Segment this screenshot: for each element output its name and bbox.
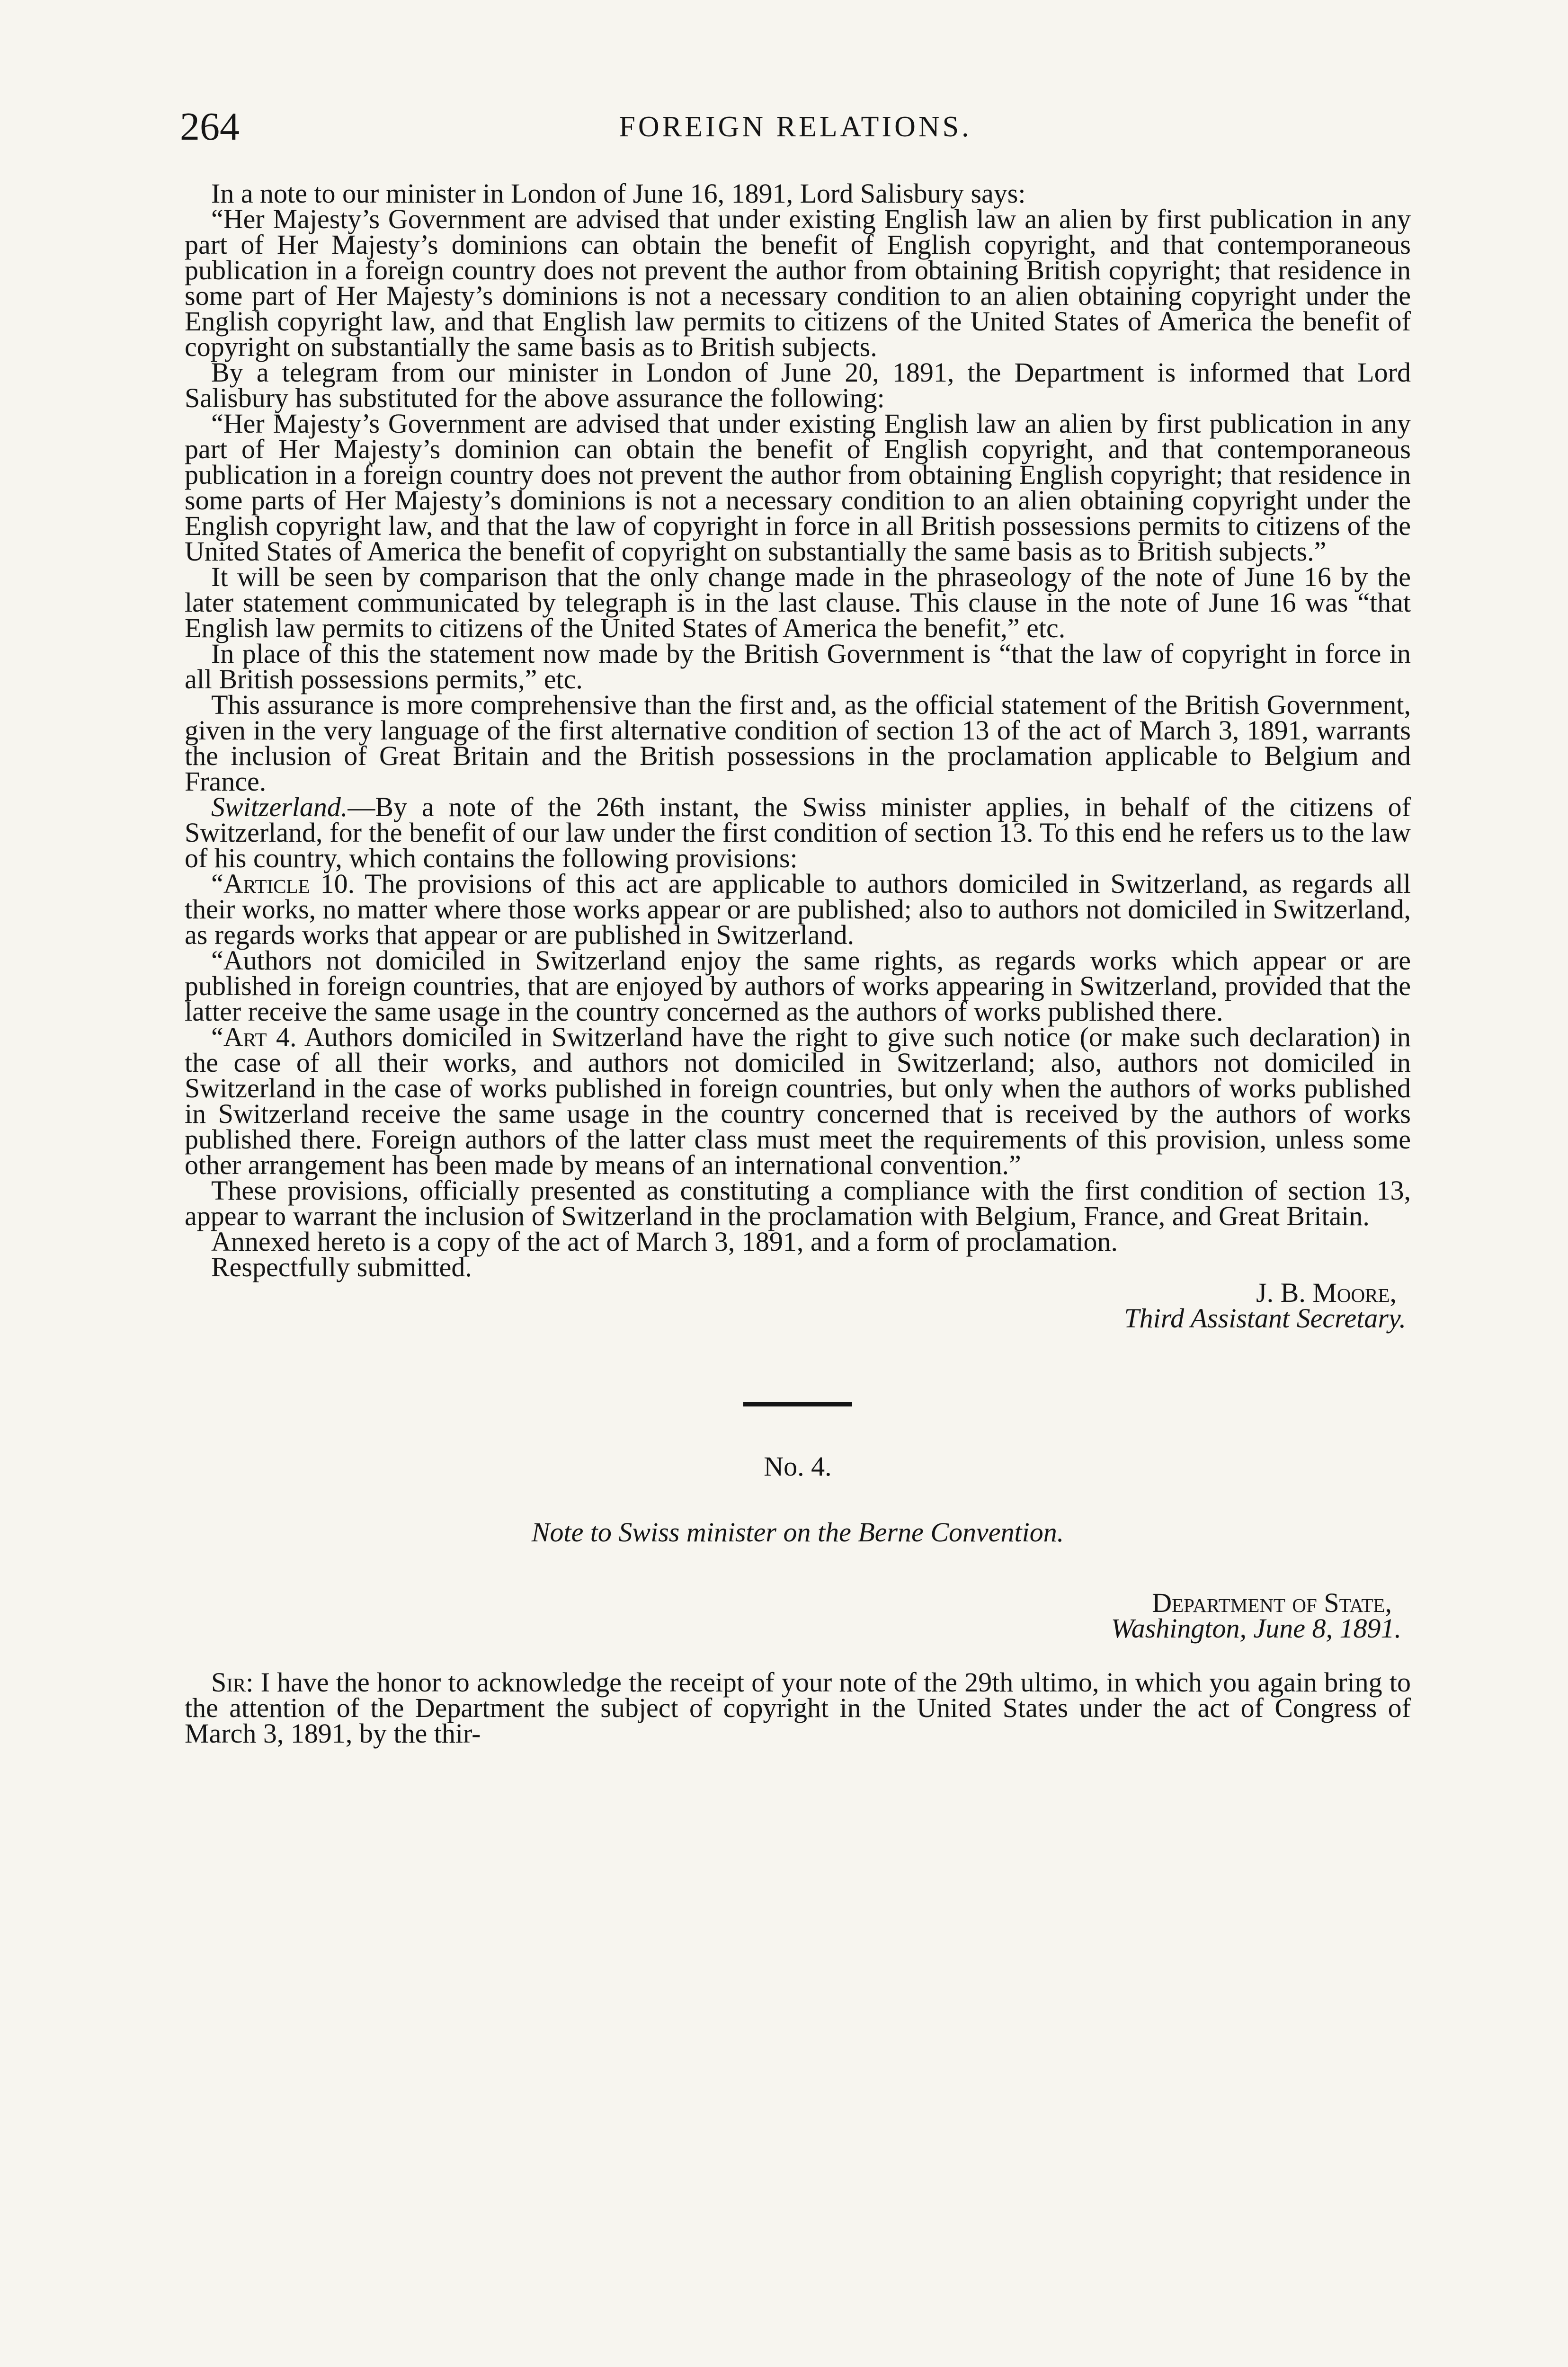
document-heading: Note to Swiss minister on the Berne Convention. bbox=[531, 1517, 1064, 1548]
running-head: FOREIGN RELATIONS. bbox=[619, 111, 972, 143]
closing-paragraph: Annexed hereto is a copy of the act of March 3, 1891, and a form of proclamation. bbox=[211, 1226, 1118, 1257]
department-name: Department of State, bbox=[1152, 1587, 1392, 1618]
section-divider bbox=[743, 1402, 852, 1406]
paragraph: In a note to our minister in London of June 16, 1891, Lord Salisbury says: bbox=[211, 178, 1026, 209]
article-4-text: 4. Authors domiciled in Switzerland have the right to give such notice (or make such declaration) in the case of all their works, and authors not domiciled in Switzerland; also, authors not domiciled in Switzerland in the case of works published in foreign countries, but only when the authors of works published in Switzerland receive the same usage in the country concerned that is received by the authors of works published there. Foreign authors of the latter class must meet the requirements of this provision, unless some other arrangement has been made by means of an international convention.” bbox=[185, 1022, 1411, 1180]
switzerland-paragraph bbox=[185, 794, 1411, 871]
switzerland-text: —By a note of the 26th instant, the Swiss minister applies, in behalf of the citizens of Switzerland, for the benefit of our law under the first condition of section 13. To this end he refers us to the law of his country, which contains the following provisions: bbox=[185, 792, 1411, 873]
authors-not-domiciled-paragraph: “Authors not domiciled in Switzerland enjoy the same rights, as regards works which appear or are published in foreign countries, that are enjoyed by authors of works appearing in Switzerland, provided that the latter receive the same usage in the country concerned as the authors of works published there. bbox=[185, 945, 1411, 1027]
signature-title: Third Assistant Secretary. bbox=[1124, 1303, 1406, 1334]
salutation: Sir: bbox=[211, 1667, 254, 1698]
article-4-paragraph bbox=[185, 1024, 1411, 1178]
body-text bbox=[185, 178, 1411, 1749]
article-4-lead: “Art bbox=[211, 1022, 267, 1052]
letter-text: I have the honor to acknowledge the receipt of your note of the 29th ultimo, in which you again bring to the attention of the Department the subject of copyright in the United States under the act of Congress of March 3, 1891, by the thir- bbox=[185, 1667, 1411, 1749]
paragraph: “Her Majesty’s Government are advised that under existing English law an alien by first publication in any part of Her Majesty’s dominion can obtain the benefit of English copyright, and that contemporaneous publication in a foreign country does not prevent the author from obtaining English copyright; that residence in some parts of Her Majesty’s dominions is not a necessary condition to an alien obtaining copyright under the English copyright law, and that the law of copyright in force in all British possessions permits to citizens of the United States of America the benefit of copyright on substantially the same basis as to British subjects.” bbox=[185, 408, 1411, 567]
closing-paragraph: These provisions, officially presented as constituting a compliance with the first condition of section 13, appear to warrant the inclusion of Switzerland in the proclamation with Belgium, France, and Great Britain. bbox=[185, 1175, 1411, 1231]
paragraph: It will be seen by comparison that the only change made in the phraseology of the note of June 16 by the later statement communicated by telegraph is in the last clause. This clause in the note of June 16 was “that English law permits to citizens of the United States of America the benefit,” etc. bbox=[185, 561, 1411, 643]
letter-opening-paragraph bbox=[185, 1667, 1411, 1749]
switzerland-label: Switzerland. bbox=[211, 792, 348, 822]
article-10-paragraph bbox=[185, 868, 1411, 950]
signature-name: J. B. Moore, bbox=[1256, 1277, 1397, 1308]
article-10-text: 10. The provisions of this act are applicable to authors domiciled in Switzerland, as regards all their works, no matter where those works appear or are published; also to authors not domiciled in Switzerland, as regards works that appear or are published in Switzerland. bbox=[185, 868, 1411, 950]
page-header bbox=[180, 103, 1411, 151]
page-number: 264 bbox=[180, 105, 240, 149]
closing-paragraph: Respectfully submitted. bbox=[211, 1252, 472, 1282]
place-and-date: Washington, June 8, 1891. bbox=[1111, 1613, 1401, 1644]
department-block bbox=[185, 1587, 1411, 1644]
article-10-lead: “Article bbox=[211, 868, 310, 899]
document-number: No. 4. bbox=[764, 1451, 832, 1482]
paragraph: By a telegram from our minister in London of June 20, 1891, the Department is informed that Lord Salisbury has substituted for the above assurance the following: bbox=[185, 357, 1411, 413]
paragraph: In place of this the statement now made by the British Government is “that the law of copyright in force in all British possessions permits,” etc. bbox=[185, 638, 1411, 694]
paragraph: This assurance is more comprehensive than the first and, as the official statement of the British Government, given in the very language of the first alternative condition of section 13 of the act of March 3, 1891, warrants the inclusion of Great Britain and the British possessions in the proclamation applicable to Belgium and France. bbox=[185, 689, 1411, 797]
paragraph: “Her Majesty’s Government are advised that under existing English law an alien by first publication in any part of Her Majesty’s dominions can obtain the benefit of English copyright, and that contemporaneous publication in a foreign country does not prevent the author from obtaining British copyright; that residence in some part of Her Majesty’s dominions is not a necessary condition to an alien obtaining copyright under the English copyright law, and that English law permits to citizens of the United States of America the benefit of copyright on substantially the same basis as to British subjects. bbox=[185, 204, 1411, 362]
